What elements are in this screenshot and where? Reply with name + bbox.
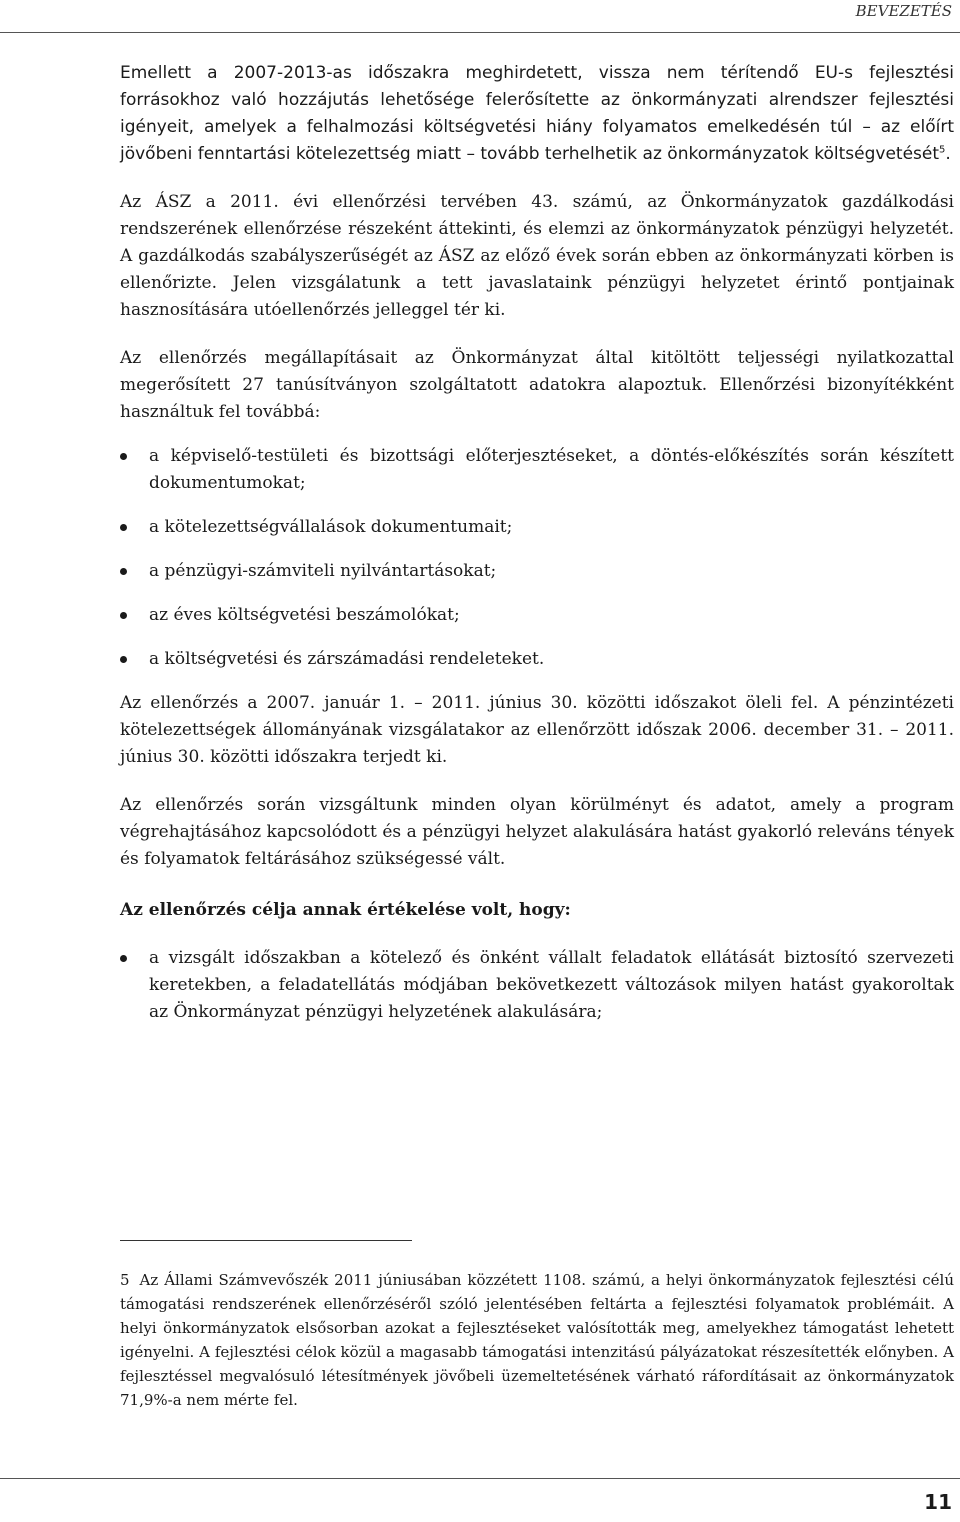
footnote-divider bbox=[120, 1240, 412, 1241]
paragraph-evidence-intro: Az ellenőrzés megállapításait az Önkormányzat által kitöltött teljességi nyilatkozattal megerősített 27 tanúsítványon szolgáltatott adatokra alapoztuk. Ellenőrzési bizonyítékként használtuk fel továbbá: bbox=[120, 348, 954, 422]
footer-divider bbox=[0, 1478, 960, 1479]
paragraph-asz-plan: Az ÁSZ a 2011. évi ellenőrzési tervében 43. számú, az Önkormányzatok gazdálkodási rendszerének ellenőrzése részeként áttekinti, és elemzi az önkormányzatok pénzügyi helyzetét. A gazdálkodás szabályszerűségét az ÁSZ az előző évek során ebben az önkormányzati körben is ellenőrizte. Jelen vizsgálatunk a tett javaslataink pénzügyi helyzetet érintő pontjainak hasznosítására utóellenőrzés jelleggel tér ki. bbox=[120, 192, 954, 320]
list-item: a költségvetési és zárszámadási rendeleteket. bbox=[120, 646, 954, 673]
section-heading-aims: Az ellenőrzés célja annak értékelése volt, hogy: bbox=[120, 900, 571, 920]
paragraph-eu-funds bbox=[120, 60, 954, 168]
footnote-number: 5 bbox=[120, 1271, 130, 1289]
footnote-reference[interactable]: 5 bbox=[939, 144, 946, 156]
list-item: a képviselő-testületi és bizottsági előterjesztéseket, a döntés-előkészítés során készített dokumentumokat; bbox=[120, 443, 954, 497]
paragraph-scope: Az ellenőrzés során vizsgáltunk minden olyan körülményt és adatot, amely a program végrehajtásához kapcsolódott és a pénzügyi helyzet alakulására hatást gyakorló releváns tények és folyamatok feltárásához szükségessé vált. bbox=[120, 795, 954, 869]
page-number: 11 bbox=[924, 1490, 952, 1514]
running-header: BEVEZETÉS bbox=[855, 2, 952, 20]
header-divider bbox=[0, 32, 960, 33]
paragraph-eu-funds-end: . bbox=[945, 144, 951, 164]
list-item: a kötelezettségvállalások dokumentumait; bbox=[120, 514, 954, 541]
list-item: a vizsgált időszakban a kötelező és önként vállalt feladatok ellátását biztosító szervezeti keretekben, a feladatellátás módjában bekövetkezett változások milyen hatást gyakoroltak az Önkormányzat pénzügyi helyzetének alakulására; bbox=[120, 945, 954, 1026]
list-item: az éves költségvetési beszámolókat; bbox=[120, 602, 954, 629]
paragraph-eu-funds-text: Emellett a 2007-2013-as időszakra meghirdetett, vissza nem térítendő EU-s fejlesztési forrásokhoz való hozzájutás lehetősége felerősítette az önkormányzati alrendszer fejlesztési igényeit, amelyek a felhalmozási költségvetési hiány folyamatos emelkedésén túl – az előírt jövőbeni fenntartási kötelezettség miatt – tovább terhelhetik az önkormányzatok költségvetését bbox=[120, 63, 954, 164]
evidence-list bbox=[120, 443, 954, 673]
footnote-text: Az Állami Számvevőszék 2011 júniusában közzétett 1108. számú, a helyi önkormányzatok fejlesztési célú támogatási rendszerének ellenőrzéséről szóló jelentésében feltárta a fejlesztési folyamatok problémáit. A helyi önkormányzatok elsősorban azokat a fejlesztéseket valósították meg, amelyekhez támogatást lehetett igényelni. A fejlesztési célok közül a magasabb támogatási intenzitású pályázatokat részesítették előnyben. A fejlesztéssel megvalósuló létesítmények jövőbeli üzemeltetésének várható ráfordításait az önkormányzatok 71,9%-a nem mérte fel. bbox=[120, 1271, 954, 1409]
footnote bbox=[120, 1268, 954, 1412]
paragraph-period: Az ellenőrzés a 2007. január 1. – 2011. június 30. közötti időszakot öleli fel. A pénzintézeti kötelezettségek állományának vizsgálatakor az ellenőrzött időszak 2006. december 31. – 2011. június 30. közötti időszakra terjedt ki. bbox=[120, 693, 954, 767]
aims-list bbox=[120, 945, 954, 1026]
list-item: a pénzügyi-számviteli nyilvántartásokat; bbox=[120, 558, 954, 585]
page-body bbox=[120, 60, 954, 1043]
